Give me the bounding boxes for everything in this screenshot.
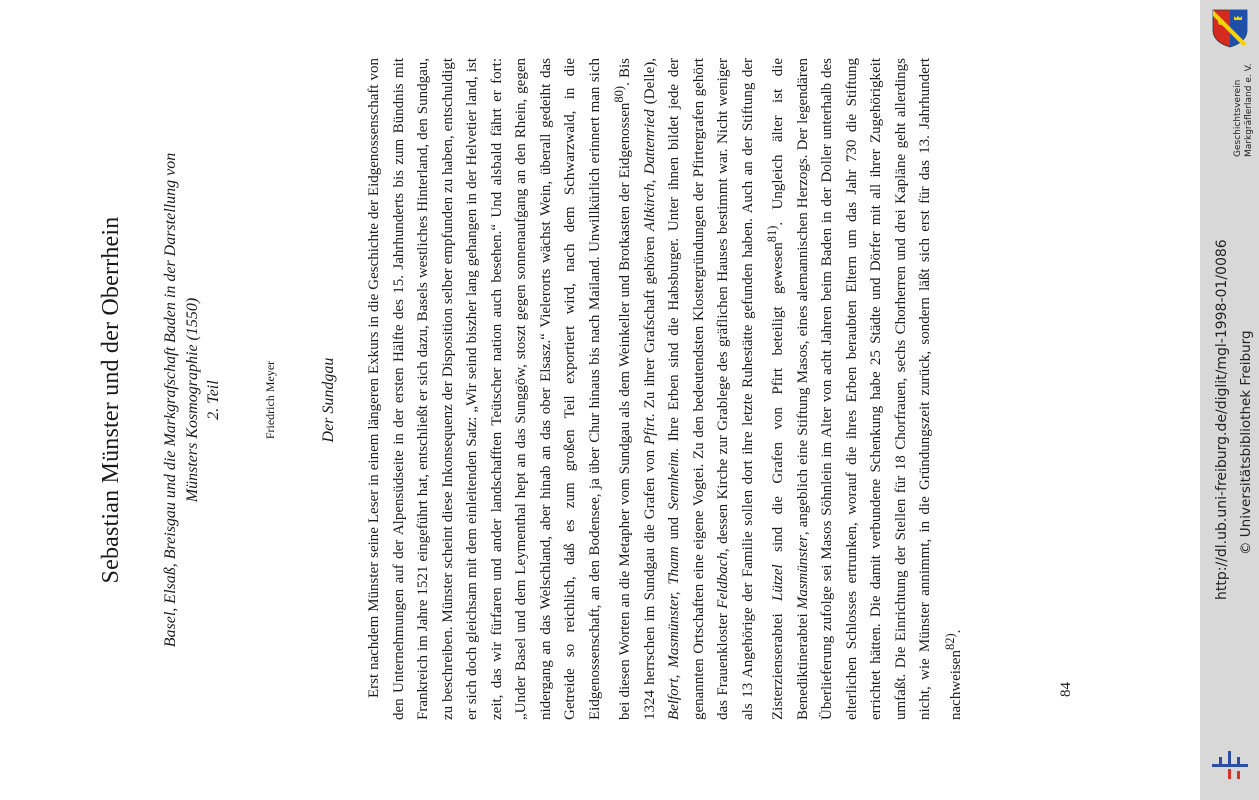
subtitle-line-1: Basel, Elsaß, Breisgau und die Markgrafschaft Baden in der Darstellung von: [162, 152, 179, 648]
paragraph: Erst nachdem Münster seine Leser in einem längeren Exkurs in die Geschichte der Eidgenossenschaft von den Unternehmungen auf der Alpensüdseite in der ersten Hälfte des 15. Jahrhunderts bis zum Bündnis mit Frankreich im Jahre 1521 eingeführt hat, entschließt er sich dazu, Basels westliches Hinterland, den Sundgau, zu beschreiben. Münster scheint diese Inkonsequenz der Disposition selber empfunden zu haben, entschuldigt er sich doch gleichsam mit dem einleitenden Satz: „Wir seind biszher lang gehangen in der Helvetier land, ist zeit, das wir fürfaren und ander landschafften Teütscher nation auch besehen.“ Und alsbald fährt er fort: „Under Basel und dem Leymenthal hept an das Sunggöw, stoszt gegen sonnenaufgang an den Rhein, gegen nidergang an das Welschland, aber hinab an das ober Elsasz.“ Vielerorts wächst Wein, überall gedeiht das Getreide so reichlich, daß es zum großen Teil exportiert wird, nach dem Schwarzwald, in die Eidgenossenschaft, an den Bodensee, ja über Chur hinaus bis nach Mailand. Unwillkürlich erinnert man sich bei diesen Worten an die Metapher vom Sundgau als dem Weinkeller und Brotkasten der Eidgenossen$^{80)}$. Bis 1324 herrschen im Sundgau die Grafen von Pfirt. Zu ihrer Grafschaft gehören Altkirch, Dattenried (Delle), Belfort, Masmünster, Thann und Sennheim. Ihre Erben sind die Habsburger. Unter ihnen bildet jede der genannten Ortschaften eine eigene Vogtei. Zu den bedeutendsten Klostergründungen der Pfirtergrafen gehört das Frauenkloster Feldbach, dessen Kirche zur Grablege des gräflichen Hauses bestimmt war. Nicht weniger als 13 Angehörige der Familie sollen dort ihre letzte Ruhestätte gefunden haben. Auch an der Stiftung der Zisterzienserabtei Lützel sind die Grafen von Pfirt beteiligt gewesen$^{81)}$. Ungleich älter ist die Benediktinerabtei Masmünster, angeblich eine Stiftung Masos, eines alemannischen Herzogs. Der legendären Überlieferung zufolge sei Masos Söhnlein im Alter von acht Jahren beim Baden in der Doller unterhalb des elterlichen Schlosses ertrunken, worauf die ihres Erben beraubten Eltern um das Jahr 730 die Stiftung errichtet hätten. Die damit verbundene Schenkung habe 25 Städte und Dörfer mit all ihrer Zugehörigkeit umfaßt. Die Einrichtung der Stellen für 18 Chorfrauen, sechs Chorherren und drei Kapläne geht allerdings nicht, wie Münster annimmt, in die Gründungszeit zurück, sondern läßt sich erst für das 13. Jahrhundert nachweisen$^{82)}$.: [366, 58, 964, 720]
footnote-ref: 81): [765, 225, 779, 243]
article-title: Sebastian Münster und der Oberrhein: [98, 216, 124, 584]
footnote-ref: 82): [942, 633, 957, 651]
footnote-ref: 80): [612, 85, 626, 103]
page-number: 84: [1058, 682, 1074, 697]
body-text: [362, 58, 968, 720]
article-part: 2. Teil: [205, 380, 222, 420]
section-heading: Der Sundgau: [320, 357, 337, 443]
ub-freiburg-logo-icon: [1210, 745, 1250, 785]
geschichtsverein-crest-icon: [1207, 8, 1253, 48]
article-subtitle: [160, 20, 204, 780]
copyright-notice: © Universitätsbibliothek Freiburg: [1238, 330, 1254, 555]
document-url[interactable]: http://dl.ub.uni-freiburg.de/diglit/mgl-1998-01/0086: [1214, 239, 1230, 600]
society-name-line-1: Geschichtsverein: [1233, 79, 1243, 157]
society-name-line-2: Markgräflerland e. V.: [1244, 63, 1254, 157]
subtitle-line-2: Münsters Kosmographie (1550): [184, 297, 201, 503]
article-author: Friedrich Meyer: [263, 360, 277, 440]
